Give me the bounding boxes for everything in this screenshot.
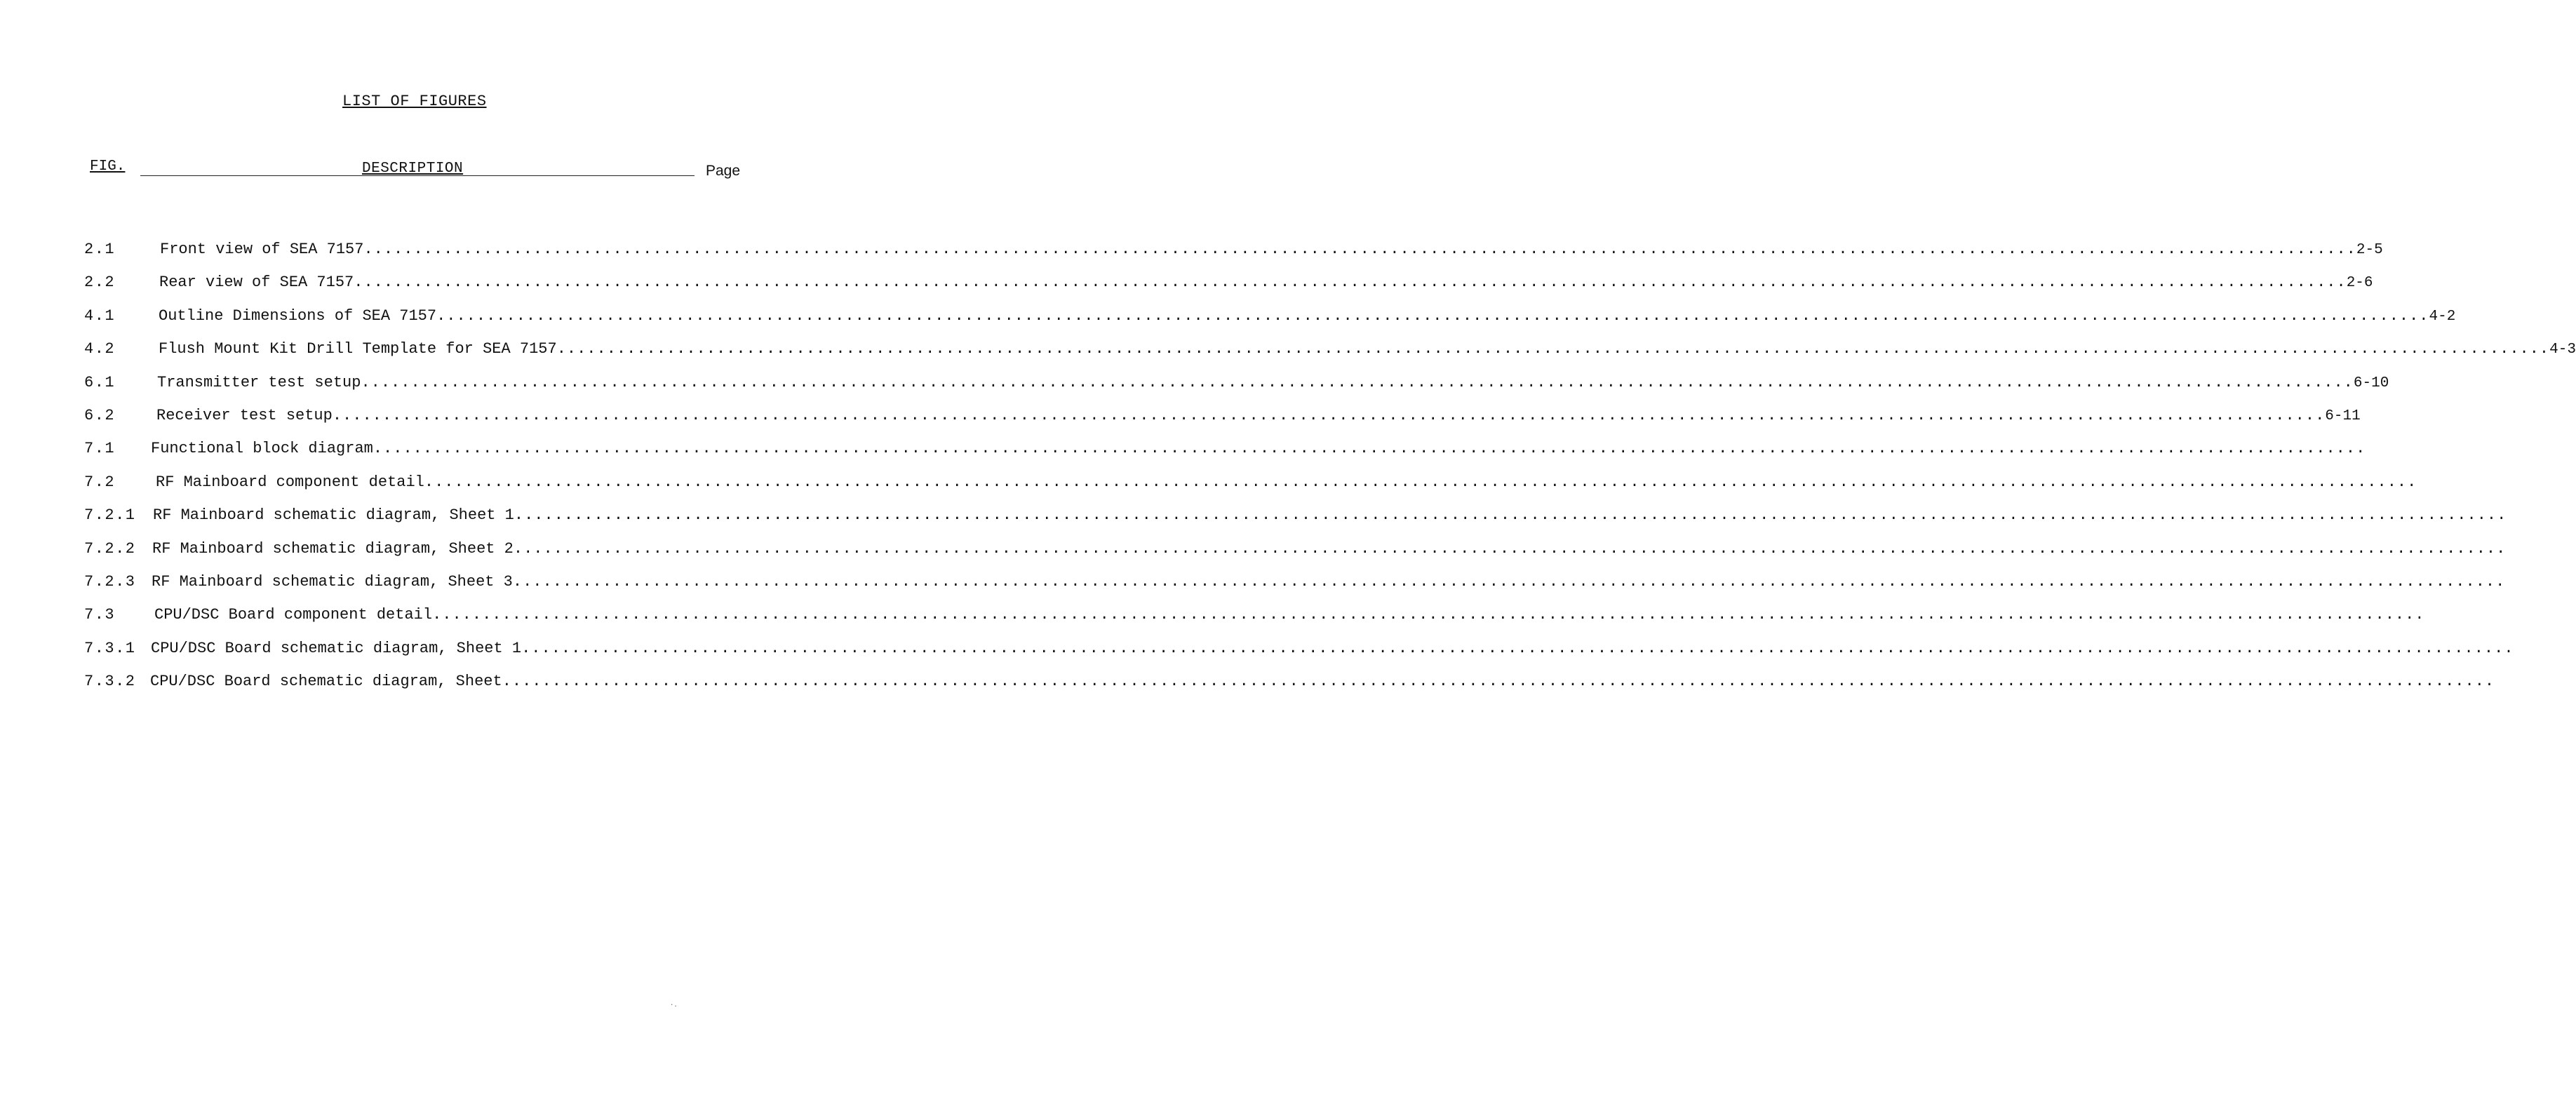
figure-number: 7.2 <box>84 473 116 491</box>
figure-description: CPU/DSC Board schematic diagram, Sheet 1 <box>151 639 522 657</box>
figure-entry <box>84 472 2417 505</box>
figure-description: RF Mainboard component detail <box>156 473 424 491</box>
figure-number: 7.1 <box>84 440 116 458</box>
figure-number: 7.2.1 <box>84 506 136 525</box>
figure-page: 4-3 <box>2549 342 2576 358</box>
dot-leader: ........................................................................................................................................................................................................ <box>514 506 2507 525</box>
page-title: LIST OF FIGURES <box>342 93 487 110</box>
figure-page: 6-11 <box>2325 408 2361 424</box>
figure-page: 2-5 <box>2356 242 2383 258</box>
figure-entry <box>84 638 2514 671</box>
dot-leader: ........................................................................................................................................................................................................ <box>502 673 2495 691</box>
scan-speck: ·. <box>670 1002 678 1009</box>
figure-entry <box>84 306 2456 339</box>
figure-page: 6-10 <box>2353 375 2389 391</box>
column-header-fig: FIG. <box>90 159 126 175</box>
dot-leader: ........................................................................................................................................................................................................ <box>373 440 2366 458</box>
figure-description: Functional block diagram <box>151 440 373 458</box>
figure-number: 7.3.1 <box>84 639 136 657</box>
dot-leader: ........................................................................................................................................................................................................ <box>332 406 2326 424</box>
figure-entry <box>84 339 2576 372</box>
figure-number: 7.3.2 <box>84 673 136 691</box>
figure-number: 7.2.2 <box>84 539 136 558</box>
dot-leader: ........................................................................................................................................................................................................ <box>513 539 2507 558</box>
figure-description: Transmitter test setup <box>157 373 361 391</box>
figure-list <box>84 239 2576 704</box>
column-header-description: DESCRIPTION <box>362 161 464 177</box>
figure-description: Rear view of SEA 7157 <box>159 274 354 292</box>
figure-description: Flush Mount Kit Drill Template for SEA 7157 <box>159 340 557 358</box>
figure-number: 7.2.3 <box>84 572 136 591</box>
figure-number: 2.1 <box>84 241 116 258</box>
figure-entry <box>84 605 2425 638</box>
figure-number: 4.1 <box>84 307 116 325</box>
dot-leader: ........................................................................................................................................................................................................ <box>354 274 2347 292</box>
dot-leader: ........................................................................................................................................................................................................ <box>556 340 2550 358</box>
figure-description: Receiver test setup <box>156 406 333 424</box>
figure-description: RF Mainboard schematic diagram, Sheet 2 <box>152 539 514 558</box>
figure-number: 2.2 <box>84 274 116 292</box>
column-header-page: Page <box>706 163 741 179</box>
figure-number: 7.3 <box>84 606 116 624</box>
figure-entry <box>84 272 2373 305</box>
figure-entry <box>84 671 2495 704</box>
figure-description: CPU/DSC Board component detail <box>154 606 433 624</box>
figure-description: RF Mainboard schematic diagram, Sheet 1 <box>153 506 514 525</box>
figure-entry <box>84 372 2389 405</box>
dot-leader: ........................................................................................................................................................................................................ <box>424 473 2417 491</box>
figure-entry <box>84 405 2361 438</box>
figure-description: Outline Dimensions of SEA 7157 <box>159 307 437 325</box>
figure-description: RF Mainboard schematic diagram, Sheet 3 <box>152 572 513 591</box>
figure-description: CPU/DSC Board schematic diagram, Sheet <box>150 673 502 691</box>
figure-entry <box>84 572 2506 605</box>
figure-entry <box>84 239 2383 272</box>
dot-leader: ........................................................................................................................................................................................................ <box>432 606 2425 624</box>
dot-leader: ........................................................................................................................................................................................................ <box>521 639 2514 657</box>
figure-entry <box>84 438 2366 471</box>
figure-number: 6.2 <box>84 406 116 424</box>
figure-number: 6.1 <box>84 373 116 391</box>
dot-leader: ........................................................................................................................................................................................................ <box>363 241 2356 258</box>
figure-page: 2-6 <box>2346 275 2373 292</box>
dot-leader: ........................................................................................................................................................................................................ <box>512 572 2506 591</box>
dot-leader: ........................................................................................................................................................................................................ <box>361 373 2354 391</box>
figure-page: 4-2 <box>2429 308 2456 325</box>
dot-leader: ........................................................................................................................................................................................................ <box>436 307 2429 325</box>
figure-entry <box>84 505 2507 538</box>
figure-number: 4.2 <box>84 340 116 358</box>
figure-description: Front view of SEA 7157 <box>160 241 364 258</box>
figure-entry <box>84 539 2507 572</box>
